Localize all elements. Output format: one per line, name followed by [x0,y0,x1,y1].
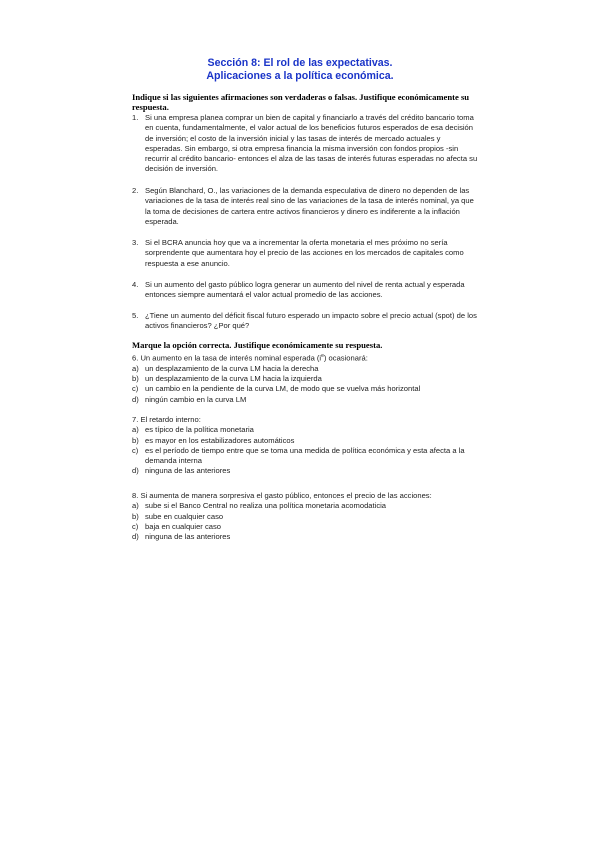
question-text: Según Blanchard, O., las variaciones de la demanda especulativa de dinero no dependen de las variaciones de la tasa de interés real sino de las variaciones de la tasa de interés nominal, ya que la toma de decisiones de cartera entre activos financieros y dinero es indiferente a la inflación esperada. [145,186,474,226]
option-d: d) ningún cambio en la curva LM [132,394,247,404]
title-line-1: Sección 8: El rol de las expectativas. [207,57,393,69]
question-3 [132,238,480,269]
option-a: a) un desplazamiento de la curva LM hacia la derecha [132,363,319,373]
question-2 [132,186,480,227]
option-b: b) un desplazamiento de la curva LM hacia la izquierda [132,374,322,384]
section2-instruction: Marque la opción correcta. Justifique económicamente su respuesta. [132,340,383,350]
question-6 [132,351,480,405]
question-stem: 7. El retardo interno: [132,415,201,424]
option-c: c) un cambio en la pendiente de la curva LM, de modo que se vuelva más horizontal [132,384,421,394]
option-c: c) es el período de tiempo entre que se toma una medida de política económica y esta afecta a la demanda interna [132,445,465,466]
question-number: 3. [132,238,139,247]
option-b: b) sube en cualquier caso [132,511,224,521]
option-a: a) es típico de la política monetaria [132,425,254,435]
option-b: b) es mayor en los estabilizadores automáticos [132,435,295,445]
option-c: c) baja en cualquier caso [132,521,221,531]
question-5 [132,311,480,332]
option-a: a) sube si el Banco Central no realiza una política monetaria acomodaticia [132,501,387,511]
question-number: 4. [132,280,139,289]
question-text: Si una empresa planea comprar un bien de capital y financiarlo a través del crédito bancario toma en cuenta, fundamentalmente, el valor actual de los beneficios futuros esperados de esa decisión de inversión; el costo de la inversión inicial y las tasas de interés de mercado actuales y esperadas. Sin embargo, si otra empresa financia la misma inversión con fondos propios -sin recurrir al crédito bancario- entonces el alza de las tasas de interés futuras esperadas no afecta su decisión de inversión. [145,113,478,174]
option-d: d) ninguna de las anteriores [132,532,231,542]
question-text: Si un aumento del gasto público logra generar un aumento del nivel de renta actual y esperada entonces siempre aumentará el valor actual promedio de las acciones. [145,280,465,300]
question-number: 1. [132,113,139,122]
question-stem: 8. Si aumenta de manera sorpresiva el gasto público, entonces el precio de las acciones: [132,491,432,500]
question-1 [132,113,480,175]
section1-instruction: Indique si las siguientes afirmaciones son verdaderas o falsas. Justifique económicamente su respuesta. [132,92,470,112]
question-number: 5. [132,311,139,320]
question-4 [132,280,480,301]
title-line-2: Aplicaciones a la política económica. [206,69,394,82]
page-title [0,57,600,82]
question-text: Si el BCRA anuncia hoy que va a incrementar la oferta monetaria el mes próximo no sería sorprendente que aumentara hoy el precio de las acciones en los mercados de capitales como respuesta a ese anuncio. [145,238,464,268]
question-number: 2. [132,186,139,195]
question-stem: 6. Un aumento en la tasa de interés nominal esperada $(i^e)$ ocasionará: [132,353,368,363]
question-8 [132,491,480,542]
question-text: ¿Tiene un aumento del déficit fiscal futuro esperado un impacto sobre el precio actual (spot) de los activos financieros? ¿Por qué? [145,311,477,331]
question-7 [132,415,480,477]
option-d: d) ninguna de las anteriores [132,466,231,476]
